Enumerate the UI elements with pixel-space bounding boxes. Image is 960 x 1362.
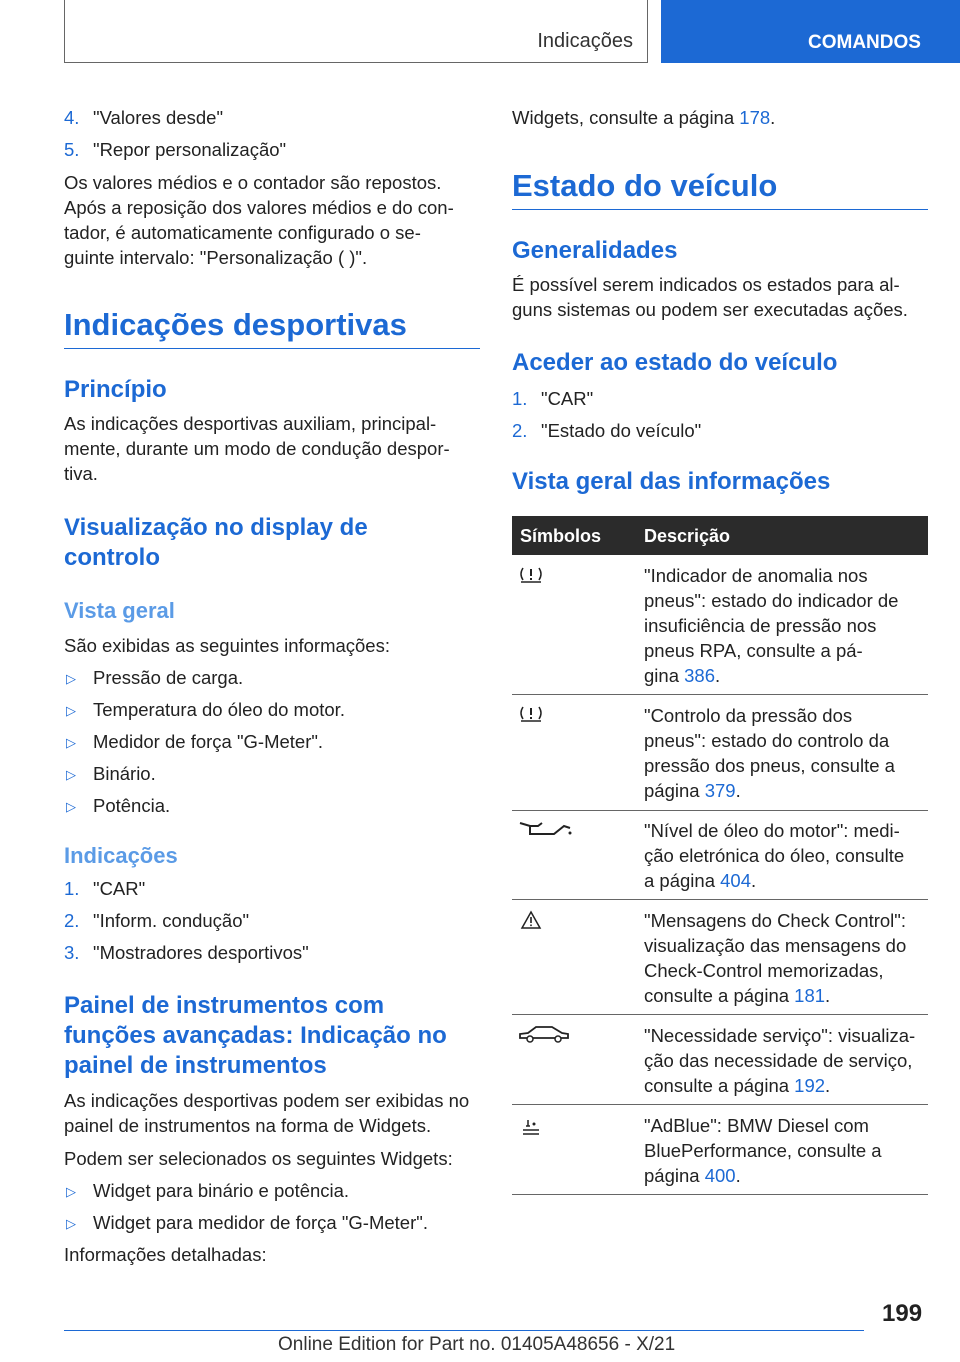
paragraph-line: guinte intervalo: "Personalização ( )". — [64, 247, 368, 268]
header-chapter-box — [661, 0, 960, 63]
paragraph-line: As indicações desportivas podem ser exibidas no — [64, 1090, 470, 1111]
list-item: "Inform. condução" — [93, 910, 250, 931]
row-text: a página 404. — [644, 870, 757, 891]
paragraph-line: guns sistemas ou podem ser executadas ações. — [512, 299, 908, 320]
paragraph-line: Os valores médios e o contador são repostos. — [64, 172, 442, 193]
row-text: "Nível de óleo do motor": medi- — [644, 820, 900, 841]
tire-pressure-warning-icon — [518, 566, 544, 584]
row-text: página 400. — [644, 1165, 741, 1186]
row-text: ção eletrónica do óleo, consulte — [644, 845, 905, 866]
header-section-box — [64, 0, 648, 63]
bullet-triangle-icon: ▷ — [66, 735, 76, 750]
paragraph-line: As indicações desportivas auxiliam, principal- — [64, 413, 437, 434]
row-divider — [512, 1194, 928, 1195]
list-item: "Mostradores desportivos" — [93, 942, 309, 963]
list-item: "Estado do veículo" — [541, 420, 702, 441]
row-text: página 379. — [644, 780, 741, 801]
paragraph-line: São exibidas as seguintes informações: — [64, 635, 390, 656]
row-text: consulte a página 181. — [644, 985, 831, 1006]
oil-can-icon — [518, 818, 572, 838]
list-item: "Valores desde" — [93, 107, 224, 128]
header-section: Indicações — [537, 30, 633, 52]
row-text: Check-Control memorizadas, — [644, 960, 884, 981]
service-car-icon — [518, 1024, 570, 1044]
list-item: "Repor personalização" — [93, 139, 287, 160]
list-number: 4. — [64, 107, 80, 128]
subheading: Painel de instrumentos com — [64, 992, 385, 1019]
bullet-item: Binário. — [93, 763, 156, 784]
row-text: "Necessidade serviço": visualiza- — [644, 1025, 916, 1046]
heading-rule — [64, 348, 480, 349]
list-number: 5. — [64, 139, 80, 160]
paragraph-line: tador, é automaticamente configurado o se- — [64, 222, 421, 243]
page-number: 199 — [882, 1300, 923, 1327]
bullet-triangle-icon: ▷ — [66, 767, 76, 782]
paragraph-line: Podem ser selecionados os seguintes Widgets: — [64, 1148, 453, 1169]
page-link[interactable]: 404 — [720, 870, 751, 891]
row-text: BluePerformance, consulte a — [644, 1140, 882, 1161]
page-link[interactable]: 178 — [739, 107, 771, 128]
heading-rule — [512, 209, 928, 210]
bullet-item: Pressão de carga. — [93, 667, 244, 688]
row-text: pneus RPA, consulte a pá- — [644, 640, 863, 661]
row-divider — [512, 810, 928, 811]
paragraph-line: tiva. — [64, 463, 98, 484]
row-text: visualização das mensagens do — [644, 935, 907, 956]
paragraph-line: mente, durante um modo de condução despor- — [64, 438, 450, 459]
row-text: pressão dos pneus, consulte a — [644, 755, 895, 776]
footer-rule — [64, 1330, 864, 1331]
row-text: "AdBlue": BMW Diesel com — [644, 1115, 869, 1136]
list-number: 2. — [512, 420, 528, 441]
page-link[interactable]: 386 — [684, 665, 715, 686]
page-link[interactable]: 181 — [794, 985, 826, 1006]
row-divider — [512, 694, 928, 695]
paragraph-line: Após a reposição dos valores médios e do con- — [64, 197, 454, 218]
row-text: "Indicador de anomalia nos — [644, 565, 868, 586]
paragraph-line: Informações detalhadas: — [64, 1244, 267, 1265]
row-text: gina 386. — [644, 665, 721, 686]
subsubheading: Indicações — [64, 843, 178, 868]
table-header — [512, 516, 928, 555]
row-text: ção das necessidade de serviço, — [644, 1050, 913, 1071]
bullet-item: Temperatura do óleo do motor. — [93, 699, 345, 720]
row-divider — [512, 1014, 928, 1015]
row-text: consulte a página 192. — [644, 1075, 831, 1096]
bullet-triangle-icon: ▷ — [66, 799, 76, 814]
subheading: controlo — [64, 544, 160, 571]
subheading: painel de instrumentos — [64, 1052, 327, 1079]
list-item: "CAR" — [93, 878, 146, 899]
bullet-triangle-icon: ▷ — [66, 1184, 76, 1199]
bullet-triangle-icon: ▷ — [66, 1216, 76, 1231]
list-number: 1. — [512, 388, 528, 409]
page-link[interactable]: 192 — [794, 1075, 826, 1096]
row-text: pneus": estado do controlo da — [644, 730, 890, 751]
page-link[interactable]: 400 — [704, 1165, 736, 1186]
bullet-triangle-icon: ▷ — [66, 671, 76, 686]
subheading: Generalidades — [512, 237, 678, 264]
row-divider — [512, 899, 928, 900]
row-text: insuficiência de pressão nos — [644, 615, 877, 636]
intro-line: Widgets, consulte a página 178. — [512, 107, 776, 128]
subheading: funções avançadas: Indicação no — [64, 1022, 447, 1049]
bullet-triangle-icon: ▷ — [66, 703, 76, 718]
adblue-icon — [520, 1118, 542, 1136]
subsubheading: Vista geral — [64, 598, 175, 623]
tire-pressure-warning-icon — [518, 705, 544, 723]
subheading: Aceder ao estado do veículo — [512, 349, 838, 376]
list-item: "CAR" — [541, 388, 594, 409]
subheading: Visualização no display de — [64, 514, 368, 541]
page-link[interactable]: 379 — [704, 780, 736, 801]
subheading: Princípio — [64, 376, 167, 403]
table-header-symbols: Símbolos — [520, 526, 602, 546]
list-number: 1. — [64, 878, 80, 899]
row-text: "Controlo da pressão dos — [644, 705, 853, 726]
row-text: pneus": estado do indicador de — [644, 590, 899, 611]
section-heading: Estado do veículo — [512, 168, 778, 203]
paragraph-line: painel de instrumentos na forma de Widgets. — [64, 1115, 432, 1136]
footer-edition: Online Edition for Part no. 01405A48656 - X/21 — [278, 1334, 676, 1355]
table-header-description: Descrição — [644, 526, 731, 546]
header-chapter: COMANDOS — [808, 32, 921, 53]
list-number: 3. — [64, 942, 80, 963]
row-text: "Mensagens do Check Control": — [644, 910, 906, 931]
bullet-item: Medidor de força "G-Meter". — [93, 731, 324, 752]
list-number: 2. — [64, 910, 80, 931]
subheading: Vista geral das informações — [512, 468, 831, 495]
section-heading: Indicações desportivas — [64, 307, 407, 342]
bullet-item: Potência. — [93, 795, 171, 816]
warning-triangle-icon — [520, 910, 542, 930]
bullet-item: Widget para medidor de força "G-Meter". — [93, 1212, 428, 1233]
bullet-item: Widget para binário e potência. — [93, 1180, 350, 1201]
row-divider — [512, 1104, 928, 1105]
paragraph-line: É possível serem indicados os estados para al- — [512, 274, 900, 295]
